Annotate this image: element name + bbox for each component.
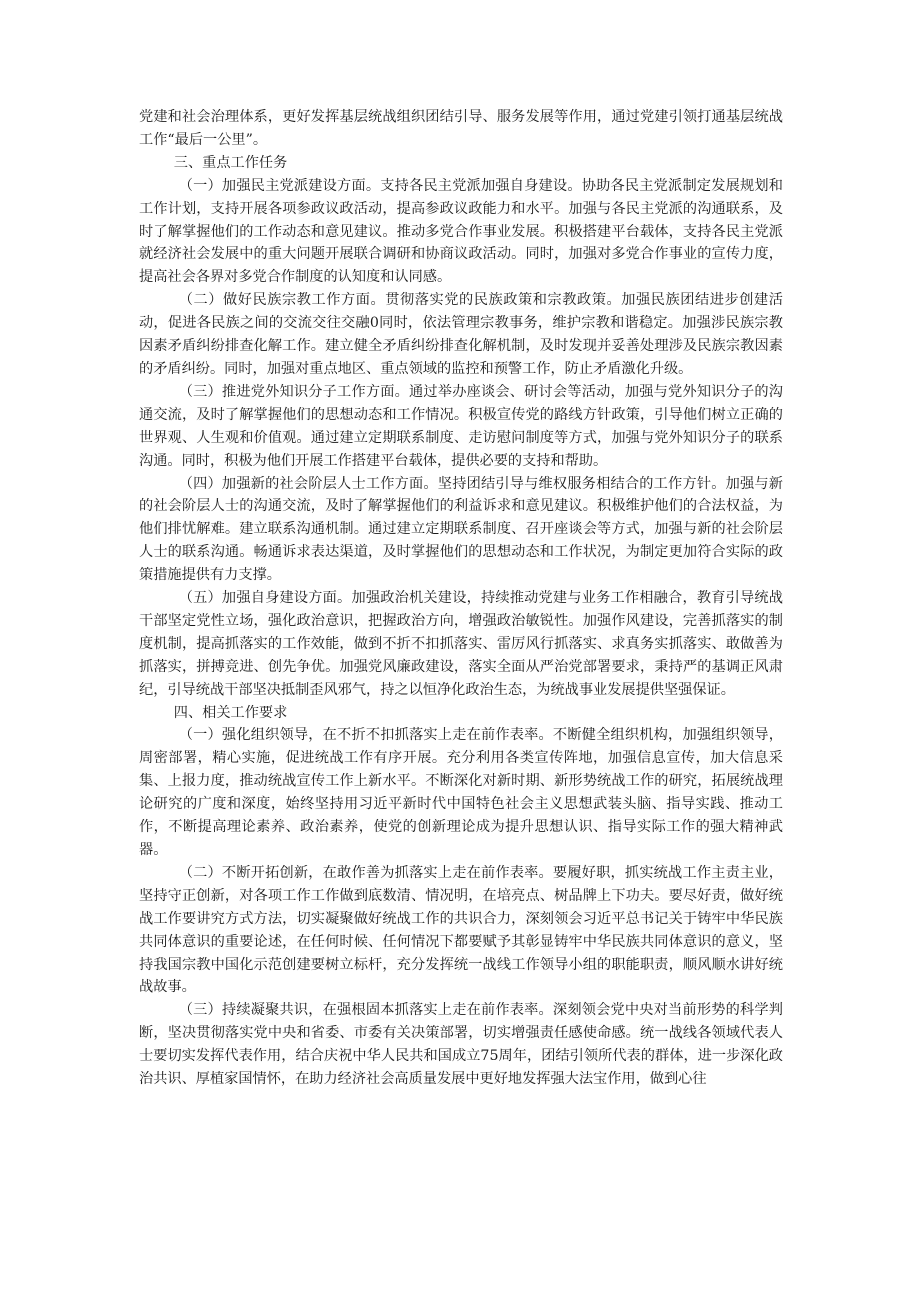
paragraph-democratic-parties: （一）加强民主党派建设方面。支持各民主党派加强自身建设。协助各民主党派制定发展规划和工作计划，支持开展各项参政议政活动，提高参政议政能力和水平。加强与各民主党派的沟通联系，及时了解掌握他们的工作动态和意见建议。推动多党合作事业发展。积极搭建平台载体，支持各民主党派就经济社会发展中的重大问题开展联合调研和协商议政活动。同时，加强对多党合作事业的宣传力度，提高社会各界对多党合作制度的认知度和认同感。 (139, 177, 783, 286)
paragraph-innovation: （二）不断开拓创新，在敢作善为抓落实上走在前作表率。要履好职，抓实统战工作主责主业，坚持守正创新，对各项工作工作做到底数清、情况明，在培亮点、树品牌上下功夫。要尽好责，做好统战工作要讲究方式方法，切实凝聚做好统战工作的共识合力，深刻领会习近平总书记关于铸牢中华民族共同体意识的重要论述，在任何时候、任何情况下都要赋予其彰显铸牢中华民族共同体意识的意义，坚持我国宗教中国化示范创建要树立标杆，充分发挥统一战线工作领导小组的职能职责，顺风顺水讲好统战故事。 (139, 864, 783, 996)
paragraph-intellectuals: （三）推进党外知识分子工作方面。通过举办座谈会、研讨会等活动，加强与党外知识分子的沟通交流，及时了解掌握他们的思想动态和工作情况。积极宣传党的路线方针政策，引导他们树立正确的世界观、人生观和价值观。通过建立定期联系制度、走访慰问制度等方式，加强与党外知识分子的联系沟通。同时，积极为他们开展工作搭建平台载体，提供必要的支持和帮助。 (139, 383, 783, 469)
document-page (139, 106, 783, 1091)
paragraph-new-social-strata: （四）加强新的社会阶层人士工作方面。坚持团结引导与维权服务相结合的工作方针。加强与新的社会阶层人士的沟通交流，及时了解掌握他们的利益诉求和意见建议。积极维护他们的合法权益，为他们排忧解难。建立联系沟通机制。通过建立定期联系制度、召开座谈会等方式，加强与新的社会阶层人士的联系沟通。畅通诉求表达渠道，及时掌握他们的思想动态和工作状况，为制定更加符合实际的政策措施提供有力支撑。 (139, 475, 783, 584)
paragraph-self-building: （五）加强自身建设方面。加强政治机关建设，持续推动党建与业务工作相融合，教育引导统战干部坚定党性立场，强化政治意识，把握政治方向，增强政治敏锐性。加强作风建设，完善抓落实的制度机制，提高抓落实的工作效能，做到不折不扣抓落实、雷厉风行抓落实、求真务实抓落实、敢做善为抓落实，拼搏竞进、创先争优。加强党风廉政建设，落实全面从严治党部署要求，秉持严的基调正风肃纪，引导统战干部坚决抵制歪风邪气，持之以恒净化政治生态，为统战事业发展提供坚强保证。 (139, 590, 783, 698)
section-heading-key-tasks: 三、重点工作任务 (173, 154, 288, 171)
paragraph-ethnic-religious: （二）做好民族宗教工作方面。贯彻落实党的民族政策和宗教政策。加强民族团结进步创建活动，促进各民族之间的交流交往交融0同时，依法管理宗教事务，维护宗教和谐稳定。加强涉民族宗教因素矛盾纠纷排查化解工作。建立健全矛盾纠纷排查化解机制，及时发现并妥善处理涉及民族宗教因素的矛盾纠纷。同时，加强对重点地区、重点领域的监控和预警工作，防止矛盾激化升级。 (139, 292, 783, 377)
paragraph-consensus: （三）持续凝聚共识，在强根固本抓落实上走在前作表率。深刻领会党中央对当前形势的科学判断，坚决贯彻落实党中央和省委、市委有关决策部署，切实增强责任感使命感。统一战线各领域代表人士要切实发挥代表作用，结合庆祝中华人民共和国成立75周年，团结引领所代表的群体，进一步深化政治共识、厚植家国情怀，在助力经济社会高质量发展中更好地发挥强大法宝作用，做到心往 (139, 1002, 783, 1088)
paragraph-organization-leadership: （一）强化组织领导，在不折不扣抓落实上走在前作表率。不断健全组织机构，加强组织领导，周密部署，精心实施，促进统战工作有序开展。充分利用各类宣传阵地，加强信息宣传，加大信息采集、上报力度，推动统战宣传工作上新水平。不断深化对新时期、新形势统战工作的研究，拓展统战理论研究的广度和深度，始终坚持用习近平新时代中国特色社会主义思想武装头脑、指导实践、推动工作，不断提高理论素养、政治素养，使党的创新理论成为提升思想认识、指导实际工作的强大精神武器。 (139, 727, 783, 858)
section-heading-requirements: 四、相关工作要求 (173, 704, 288, 721)
paragraph-party-building-tail: 党建和社会治理体系，更好发挥基层统战组织团结引导、服务发展等作用，通过党建引领打通基层统战工作“最后一公里”。 (139, 109, 783, 148)
